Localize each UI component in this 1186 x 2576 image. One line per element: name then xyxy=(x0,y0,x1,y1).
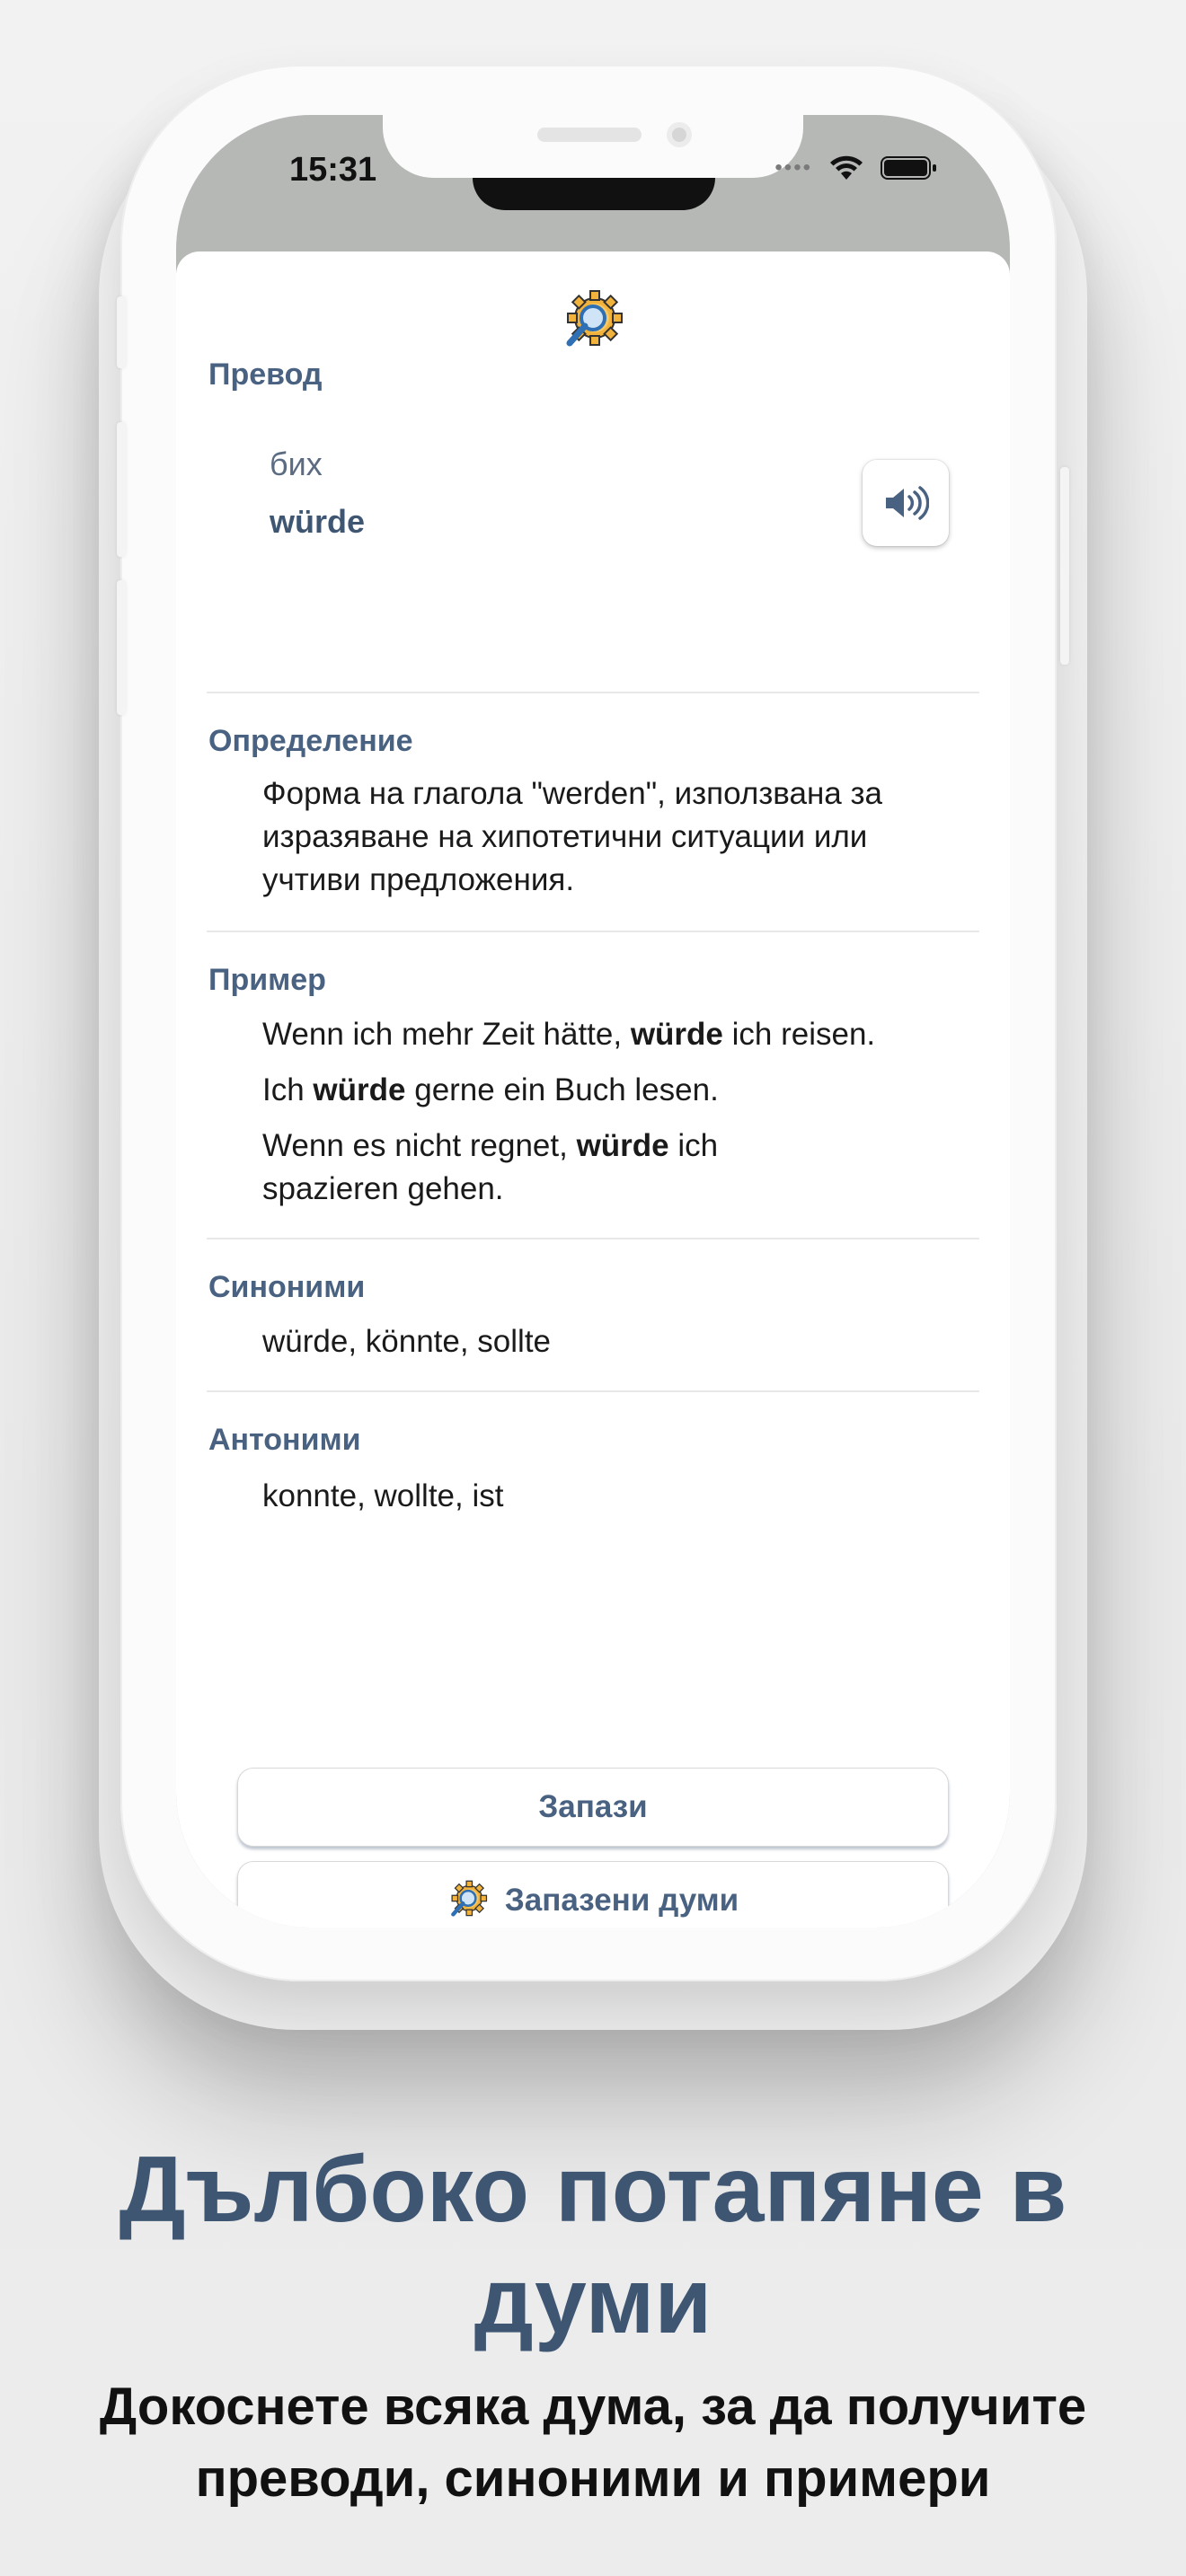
word-detail-sheet xyxy=(176,251,1010,1928)
save-button-label: Запази xyxy=(538,1789,648,1824)
gear-magnifier-icon xyxy=(561,289,625,354)
synonyms-label: Синоними xyxy=(208,1270,366,1304)
divider xyxy=(207,1390,979,1392)
definition-text: Форма на глагола "werden", използвана за изразяване на хипотетични ситуации или учтиви предложения. xyxy=(262,776,883,897)
notch-speaker xyxy=(537,128,642,142)
example-label: Пример xyxy=(208,963,326,997)
gear-magnifier-icon xyxy=(447,1880,489,1921)
phone-volume-down xyxy=(117,580,126,715)
status-bar xyxy=(176,115,1010,250)
status-time: 15:31 xyxy=(289,151,377,189)
translation-label: Превод xyxy=(208,357,323,392)
phone-screen xyxy=(176,115,1010,1928)
saved-words-button[interactable] xyxy=(237,1861,949,1928)
dynamic-island xyxy=(473,178,715,210)
marketing-headline: Дълбоко потапяне в думи xyxy=(119,2138,1067,2353)
translation-primary: бих xyxy=(270,446,323,482)
definition-label: Определение xyxy=(208,724,413,758)
notch xyxy=(383,115,803,178)
saved-words-button-label: Запазени думи xyxy=(504,1883,739,1918)
example-sentence-2: Ich würde gerne ein Buch lesen. xyxy=(262,1072,719,1107)
divider xyxy=(207,692,979,693)
example-sentence-3: Wenn es nicht regnet, würde ich spazieren gehen. xyxy=(262,1128,719,1206)
antonyms-text: konnte, wollte, ist xyxy=(262,1478,504,1513)
wifi-icon xyxy=(828,154,864,181)
divider xyxy=(207,1238,979,1239)
antonyms-label: Антоними xyxy=(208,1423,361,1457)
notch-camera xyxy=(667,122,692,147)
phone-volume-up xyxy=(117,422,126,557)
translation-word: würde xyxy=(270,503,366,540)
divider xyxy=(207,931,979,932)
phone-power-button xyxy=(1060,467,1069,665)
example-sentence-1: Wenn ich mehr Zeit hätte, würde ich reisen. xyxy=(262,1017,876,1052)
save-button[interactable] xyxy=(237,1768,949,1847)
synonyms-text: würde, könnte, sollte xyxy=(262,1324,552,1359)
battery-icon xyxy=(881,154,938,181)
speaker-icon xyxy=(882,485,929,521)
pronounce-button[interactable] xyxy=(863,460,949,546)
signal-icon: •••• xyxy=(774,155,812,180)
marketing-subline: Докоснете всяка дума, за да получите преводи, синоними и примери xyxy=(99,2378,1087,2508)
phone-side-button xyxy=(117,296,126,368)
status-icons xyxy=(774,154,938,181)
